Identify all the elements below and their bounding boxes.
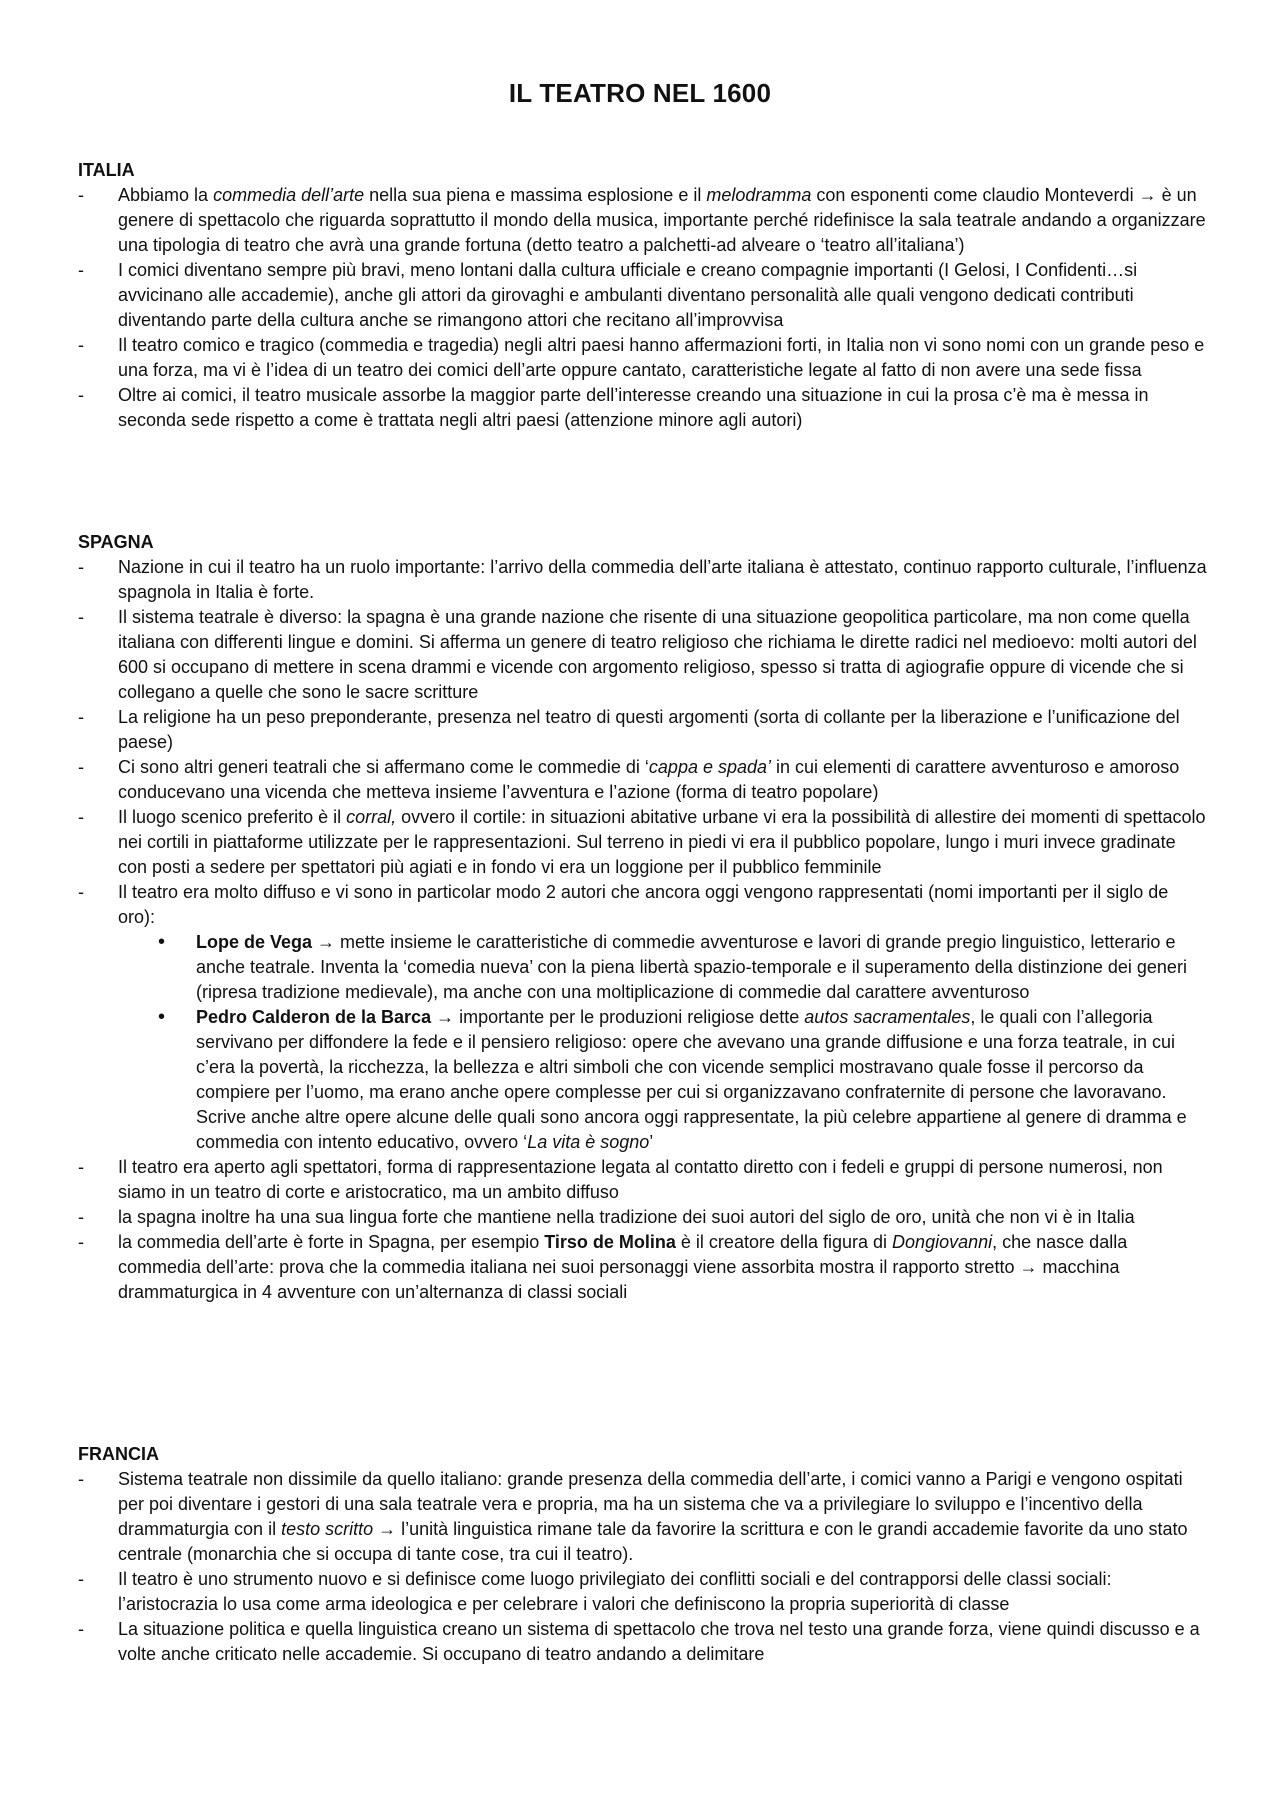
author-lope-de-vega: • Lope de Vega → mette insieme le caratteristiche di commedie avventurose e lavori di grande pregio linguistico, letterario e anche teatrale. Inventa la ‘comedia nueva’ con la piena libertà spazio-temporale e il superamento della distinzione dei generi (ripresa tradizione medievale), ma anche con una moltiplicazione di commedie dal carattere avventuroso <box>118 930 1208 1005</box>
list-item: - La situazione politica e quella linguistica creano un sistema di spettacolo che trova nel testo una grande forza, viene quindi discusso e a volte anche criticato nelle accademie. Si occupano di teatro andando a delimitare <box>78 1617 1208 1667</box>
list-item: - Oltre ai comici, il teatro musicale assorbe la maggior parte dell’interesse creando una situazione in cui la prosa c’è ma è messa in seconda sede rispetto a come è trattata negli altri paesi (attenzione minore agli autori) <box>78 383 1208 433</box>
list-item: - Abbiamo la commedia dell’arte nella sua piena e massima esplosione e il melodramma con esponenti come claudio Monteverdi → è un genere di spettacolo che riguarda soprattutto il mondo della musica, importante perché ridefinisce la sala teatrale andando a organizzare una tipologia di teatro che avrà una grande fortuna (detto teatro a palchetti-ad alveare o ‘teatro all’italiana’) <box>78 183 1208 258</box>
list-item: - Il teatro è uno strumento nuovo e si definisce come luogo privilegiato dei conflitti sociali e del contrapporsi delle classi sociali: l’aristocrazia lo usa come arma ideologica e per celebrare i valori che definiscono la propria superiorità di classe <box>78 1567 1208 1617</box>
section-heading-italia: ITALIA <box>78 160 135 180</box>
list-item: - Nazione in cui il teatro ha un ruolo importante: l’arrivo della commedia dell’arte italiana è attestato, continuo rapporto culturale, l’influenza spagnola in Italia è forte. <box>78 555 1208 605</box>
list-item: - la commedia dell’arte è forte in Spagna, per esempio Tirso de Molina è il creatore della figura di Dongiovanni, che nasce dalla commedia dell’arte: prova che la commedia italiana nei suoi personaggi viene assorbita mostra il rapporto stretto → macchina drammaturgica in 4 avventure con un’alternanza di classi sociali <box>78 1230 1208 1305</box>
list-item: - Sistema teatrale non dissimile da quello italiano: grande presenza della commedia dell’arte, i comici vanno a Parigi e vengono ospitati per poi diventare i gestori di una sala teatrale vera e propria, ma ha un sistema che va a privilegiare lo sviluppo e l’incentivo della drammaturgia con il testo scritto → l’unità linguistica rimane tale da favorire la scrittura e con le grandi accademie favorite da uno stato centrale (monarchia che si occupa di tante cose, tra cui il teatro). <box>78 1467 1208 1567</box>
spagna-list <box>78 555 1208 1305</box>
list-item: - Il sistema teatrale è diverso: la spagna è una grande nazione che risente di una situazione geopolitica particolare, ma non come quella italiana con differenti lingue e domini. Si afferma un genere di teatro religioso che richiama le dirette radici nel medioevo: molti autori del 600 si occupano di mettere in scena drammi e vicende con argomento religioso, spesso si tratta di agiografie oppure di vicende che si collegano a quelle che sono le sacre scritture <box>78 605 1208 705</box>
section-italia <box>78 158 1208 433</box>
section-spagna <box>78 530 1208 1305</box>
francia-list <box>78 1467 1208 1667</box>
list-item: - Il teatro era aperto agli spettatori, forma di rappresentazione legata al contatto diretto con i fedeli e gruppi di persone numerosi, non siamo in un teatro di corte e aristocratico, ma un ambito diffuso <box>78 1155 1208 1205</box>
list-item: - La religione ha un peso preponderante, presenza nel teatro di questi argomenti (sorta di collante per la liberazione e l’unificazione del paese) <box>78 705 1208 755</box>
list-item: - Il teatro comico e tragico (commedia e tragedia) negli altri paesi hanno affermazioni forti, in Italia non vi sono nomi con un grande peso e una forza, ma vi è l’idea di un teatro dei comici dell’arte oppure cantato, caratteristiche legate al fatto di non avere una sede fissa <box>78 333 1208 383</box>
list-item: - Il teatro era molto diffuso e vi sono in particolar modo 2 autori che ancora oggi vengono rappresentati (nomi importanti per il siglo de oro): • Lope de Vega → mette insieme le caratteristiche di commedie avventurose e lavori di grande pregio linguistico, letterario e anche teatrale. Inventa la ‘comedia nueva’ con la piena libertà spazio-temporale e il superamento della distinzione dei generi (ripresa tradizione medievale), ma anche con una moltiplicazione di commedie dal carattere avventuroso • Pedro Calderon de la Barca → importante per le produzioni religiose dette autos sacramentales, le quali con l’allegoria servivano per diffondere la fede e il pensiero religioso: opere che avevano una grande diffusione e una forza teatrale, in cui c’era la povertà, la ricchezza, la bellezza e altri simboli che con vicende semplici mostravano quale fosse il percorso da compiere per l’uomo, ma erano anche opere complesse per cui si organizzavano confraternite di persone che lavoravano. Scrive anche altre opere alcune delle quali sono ancora oggi rappresentate, la più celebre appartiene al genere di dramma e commedia con intento educativo, ovvero ‘La vita è sogno’ <box>78 880 1208 1155</box>
author-calderon-de-la-barca: • Pedro Calderon de la Barca → importante per le produzioni religiose dette autos sacramentales, le quali con l’allegoria servivano per diffondere la fede e il pensiero religioso: opere che avevano una grande diffusione e una forza teatrale, in cui c’era la povertà, la ricchezza, la bellezza e altri simboli che con vicende semplici mostravano quale fosse il percorso da compiere per l’uomo, ma erano anche opere complesse per cui si organizzavano confraternite di persone che lavoravano. Scrive anche altre opere alcune delle quali sono ancora oggi rappresentate, la più celebre appartiene al genere di dramma e commedia con intento educativo, ovvero ‘La vita è sogno’ <box>118 1005 1208 1155</box>
section-heading-spagna: SPAGNA <box>78 532 154 552</box>
section-heading-francia: FRANCIA <box>78 1444 159 1464</box>
list-item: - la spagna inoltre ha una sua lingua forte che mantiene nella tradizione dei suoi autori del siglo de oro, unità che non vi è in Italia <box>78 1205 1208 1230</box>
list-item: - Il luogo scenico preferito è il corral, ovvero il cortile: in situazioni abitative urbane vi era la possibilità di allestire dei momenti di spettacolo nei cortili in piattaforme utilizzate per le rappresentazioni. Sul terreno in piedi vi era il pubblico popolare, lungo i muri invece gradinate con posti a sedere per spettatori più agiati e in fondo vi era un loggione per il pubblico femminile <box>78 805 1208 880</box>
list-item: - I comici diventano sempre più bravi, meno lontani dalla cultura ufficiale e creano compagnie importanti (I Gelosi, I Confidenti…si avvicinano alle accademie), anche gli attori da girovaghi e ambulanti diventano personalità alle quali vengono dedicati contributi diventando parte della cultura anche se rimangono attori che recitano all’improvvisa <box>78 258 1208 333</box>
section-francia <box>78 1442 1208 1667</box>
italia-list <box>78 183 1208 433</box>
list-item: - Ci sono altri generi teatrali che si affermano come le commedie di ‘cappa e spada’ in cui elementi di carattere avventuroso e amoroso conducevano una vicenda che metteva insieme l’avventura e l’azione (forma di teatro popolare) <box>78 755 1208 805</box>
authors-list <box>118 930 1208 1155</box>
page-title: IL TEATRO NEL 1600 <box>508 78 772 108</box>
